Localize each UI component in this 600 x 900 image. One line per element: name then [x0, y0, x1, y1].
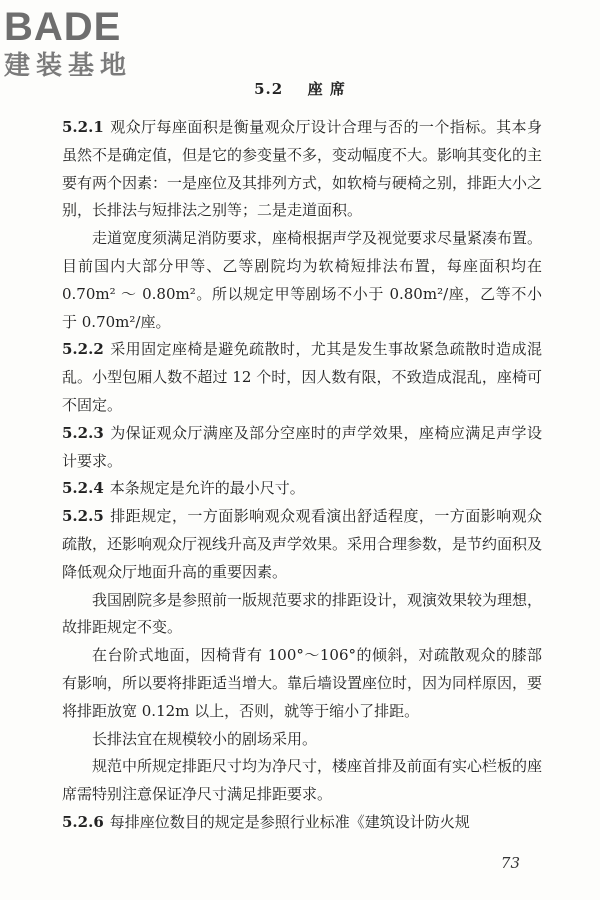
paragraph-text: 我国剧院多是参照前一版规范要求的排距设计，观演效果较为理想，故排距规定不变。	[62, 590, 543, 637]
paragraph	[62, 475, 542, 503]
body-text	[62, 114, 542, 837]
clause-number: 5.2.4	[62, 479, 104, 498]
paragraph	[62, 642, 542, 725]
paragraph-text: 每排座位数目的规定是参照行业标准《建筑设计防火规	[109, 812, 470, 831]
paragraph-text: 规范中所规定排距尺寸均为净尺寸，楼座首排及前面有实心栏板的座席需特别注意保证净尺寸满足排距要求。	[62, 757, 543, 804]
section-number: 5.2	[254, 80, 284, 98]
page-number: 73	[500, 854, 520, 872]
clause-number: 5.2.1	[62, 118, 104, 136]
paragraph-text: 采用固定座椅是避免疏散时，尤其是发生事故紧急疏散时造成混乱。小型包厢人数不超过 12 个时，因人数有限，不致造成混乱，座椅可不固定。	[62, 340, 542, 414]
logo-subtitle: 建装基地	[4, 51, 133, 81]
paragraph	[62, 503, 542, 586]
paragraph	[62, 114, 542, 225]
section-heading	[0, 78, 600, 99]
clause-number: 5.2.2	[62, 340, 104, 359]
paragraph-text: 排距规定，一方面影响观众观看演出舒适程度，一方面影响观众疏散，还影响观众厅视线升高及声学效果。采用合理参数，是节约面积及降低观众厅地面升高的重要因素。	[62, 507, 543, 581]
paragraph-text: 观众厅每座面积是衡量观众厅设计合理与否的一个指标。其本身虽然不是确定值，但是它的参变量不多，变动幅度不大。影响其变化的主要有两个因素：一是座位及其排列方式，如软椅与硬椅之别，排距大小之别，长排法与短排法之别等；二是走道面积。	[62, 118, 543, 220]
section-title: 座 席	[307, 80, 346, 98]
clause-number: 5.2.5	[62, 507, 104, 526]
paragraph-text: 长排法宜在规模较小的剧场采用。	[92, 729, 318, 748]
clause-number: 5.2.6	[62, 812, 104, 831]
paragraph	[62, 587, 542, 643]
paragraph-text: 为保证观众厅满座及部分空座时的声学效果，座椅应满足声学设计要求。	[62, 423, 542, 470]
paragraph	[62, 420, 542, 476]
paragraph	[62, 809, 542, 837]
paragraph-text: 本条规定是允许的最小尺寸。	[109, 479, 305, 498]
paragraph-text: 走道宽度须满足消防要求，座椅根据声学及视觉要求尽量紧凑布置。目前国内大部分甲等、乙等剧院均为软椅短排法布置，每座面积均在 0.70m² ～ 0.80m²。所以规定甲等剧场不小于 0.80m²/座，乙等不小于 0.70m²/座。	[62, 229, 543, 331]
logo-brand: BADE	[4, 5, 122, 49]
paragraph	[62, 753, 542, 809]
paragraph	[62, 336, 542, 419]
clause-number: 5.2.3	[62, 423, 104, 442]
paragraph	[62, 726, 542, 754]
paragraph-text: 在台阶式地面，因椅背有 100°～106°的倾斜，对疏散观众的膝部有影响，所以要将排距适当增大。靠后墙设置座位时，因为同样原因，要将排距放宽 0.12m 以上，否则，就等于缩小了排距。	[62, 646, 543, 720]
paragraph	[62, 225, 542, 336]
logo	[4, 6, 184, 82]
